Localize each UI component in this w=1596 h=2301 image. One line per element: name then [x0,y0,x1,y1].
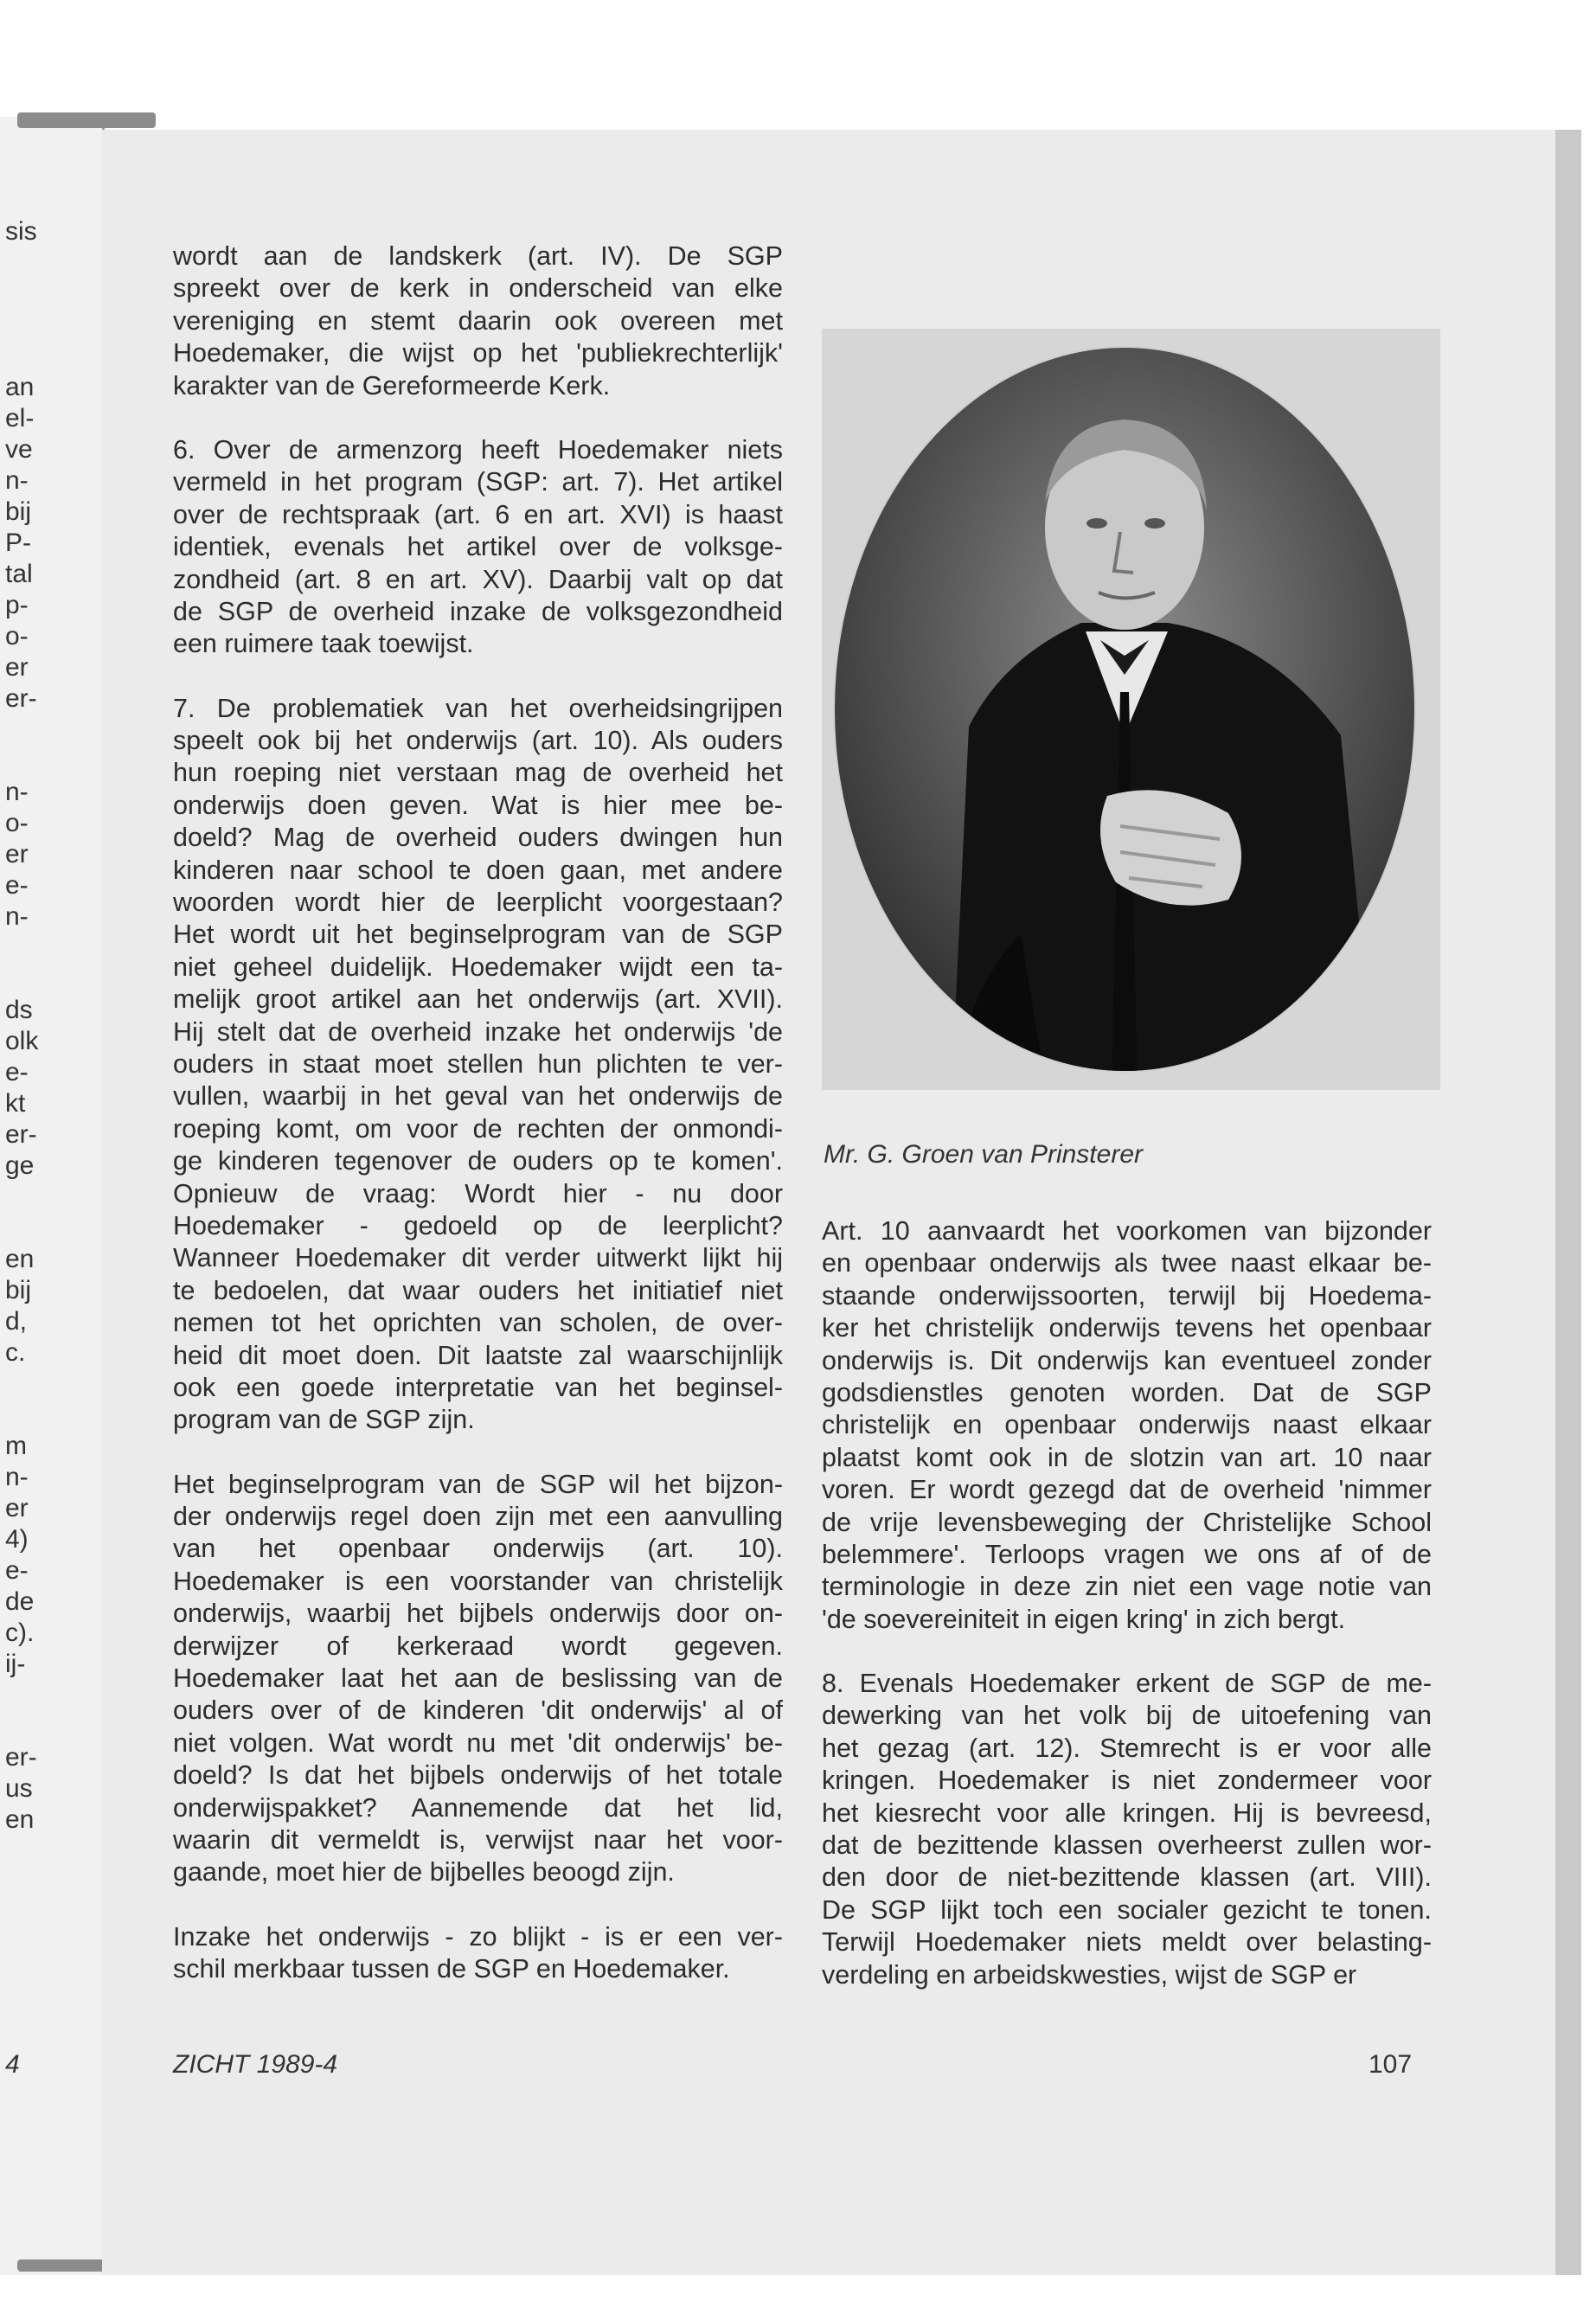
left-page-fragment: kt [5,1089,26,1118]
left-page-fragment: an [5,373,35,401]
text-line: Hoedemaker - gedoeld op de leerplicht? [173,1210,783,1240]
text-line: onderwijs doen geven. Wat is hier mee be- [173,790,783,820]
left-page-fragment: m [5,1432,27,1460]
text-line: vullen, waarbij in het geval van het onderwijs de [173,1081,783,1112]
page-number: 107 [1368,2050,1413,2079]
text-line: Hoedemaker is een voorstander van christelijk [173,1566,783,1596]
paragraph [822,1668,1432,1991]
text-line: plaatst komt ook in de slotzin van art. 10 naar [822,1442,1432,1472]
text-line: roeping komt, om voor de rechten der onmondi- [173,1113,783,1144]
text-line: voren. Er wordt gezegd dat de overheid 'nimmer [822,1475,1432,1505]
left-page-fragment: er- [5,684,37,713]
left-page-fragment: e- [5,1556,29,1585]
text-line: 6. Over de armenzorg heeft Hoedemaker niets [173,434,783,465]
left-page-fragments [5,216,40,2119]
text-line: dat de bezittende klassen overheerst zullen wor- [822,1830,1432,1861]
left-page-fragment [5,1680,40,1711]
text-line: Het beginselprogram van de SGP wil het bijzon- [173,1469,783,1499]
left-page-fragment [5,933,40,964]
text-line: christelijk en openbaar onderwijs naast elkaar [822,1410,1432,1440]
text-line: van het openbaar onderwijs (art. 10). [173,1534,783,1564]
journal-issue: ZICHT 1989-4 [173,2050,338,2079]
left-page-fragment: en [5,1805,35,1834]
left-text-column [173,240,783,2018]
text-line: doeld? Is dat het bijbels onderwijs of het totale [173,1760,783,1791]
left-page-fragment: o- [5,809,29,837]
left-page-fragment: er [5,840,29,868]
right-text-column [822,1215,1432,2023]
text-line: onderwijspakket? Aannemende dat het lid, [173,1792,783,1823]
left-page-fragment [5,310,40,341]
text-line: de vrije levensbeweging der Christelijke School [822,1507,1432,1537]
text-line: identiek, evenals het artikel over de volksge- [173,532,783,562]
left-page-fragment: er [5,1494,29,1522]
text-line: het gezag (art. 12). Stemrecht is er voor alle [822,1733,1432,1763]
left-page-fragment [5,1711,40,1742]
binding-clip-top [17,112,156,128]
text-line: niet geheel duidelijk. Hoedemaker wijdt een ta- [173,952,783,982]
text-line: 'de soevereiniteit in eigen kring' in zich bergt. [822,1604,1346,1634]
text-line: Wanneer Hoedemaker dit verder uitwerkt lijkt hij [173,1243,783,1273]
paragraph [173,1921,783,1986]
left-page-fragment: tal [5,560,33,588]
text-line: Hoedemaker, die wijst op het 'publiekrechterlijk' [173,338,783,369]
text-line: ouders over of de kinderen 'dit onderwijs' al of [173,1695,783,1726]
text-line: derwijzer of kerkeraad wordt gegeven. [173,1631,783,1661]
left-page-fragment: er- [5,1120,37,1149]
text-line: belemmere'. Terloops vragen we ons af of de [822,1539,1432,1569]
text-line: waarin dit vermeldt is, verwijst naar het voor- [173,1824,783,1855]
text-line: Het wordt uit het beginselprogram van de SGP [173,920,783,950]
left-page-fragment: o- [5,622,29,651]
text-line: doeld? Mag de overheid ouders dwingen hun [173,823,783,853]
text-line: program van de SGP zijn. [173,1405,475,1435]
text-line: verdeling en arbeidskwesties, wijst de SGP er [822,1959,1357,1990]
left-page-fragment [5,964,40,995]
left-page-fragment [5,1368,40,1400]
paragraph [173,434,783,661]
text-line: en openbaar onderwijs als twee naast elkaar be- [822,1248,1432,1279]
left-page-fragment [5,1400,40,1431]
left-page-fragment: ve [5,435,33,464]
paragraph [173,240,783,402]
text-line: schil merkbaar tussen de SGP en Hoedemaker. [173,1954,730,1984]
text-line: vereniging en stemt daarin ook overeen met [173,305,783,336]
text-line: ouders in staat moet stellen hun plichten te ver- [173,1048,783,1079]
text-line: kringen. Hoedemaker is niet zondermeer voor [822,1766,1432,1796]
page-edge [1555,130,1581,2275]
text-line: te bedoelen, dat waar ouders het initiatief niet [173,1275,783,1305]
text-line: Hij stelt dat de overheid inzake het onderwijs 'de [173,1016,783,1047]
text-line: woorden wordt hier de leerplicht voorgestaan? [173,888,783,918]
left-page-fragment: n- [5,466,29,495]
left-page-fragment: sis [5,217,37,246]
text-line: Opnieuw de vraag: Wordt hier - nu door [173,1178,783,1208]
left-page-fragment [5,1182,40,1213]
left-page-fragment: us [5,1774,33,1803]
left-page-fragment: e- [5,871,29,900]
left-page-fragment: er [5,653,29,682]
text-line: onderwijs, waarbij het bijbels onderwijs door on- [173,1599,783,1629]
left-page-fragment [5,341,40,372]
text-line: over de rechtspraak (art. 6 en art. XVI) is haast [173,499,783,529]
left-page-fragment: ij- [5,1650,26,1678]
text-line: godsdienstles genoten worden. Dat de SGP [822,1377,1432,1407]
left-page-fragment: el- [5,404,35,433]
text-line: hun roeping niet verstaan mag de overheid het [173,758,783,788]
text-line: dewerking van het volk bij de uitoefening van [822,1701,1432,1731]
left-page-fragment: olk [5,1027,39,1055]
text-line: zondheid (art. 8 en art. XV). Daarbij valt op dat [173,564,783,594]
paragraph [173,693,783,1437]
text-line: Art. 10 aanvaardt het voorkomen van bijzonder [822,1216,1432,1246]
text-line: gaande, moet hier de bijbelles beoogd zijn. [173,1857,675,1888]
left-page-fragment: en [5,1245,35,1273]
text-line: speelt ook bij het onderwijs (art. 10). Als ouders [173,726,783,756]
text-line: de SGP de overheid inzake de volksgezondheid [173,596,783,626]
text-line: Hoedemaker laat het aan de beslissing van de [173,1663,783,1694]
text-line: ook een goede interpretatie van het beginsel- [173,1372,783,1402]
text-line: 7. De problematiek van het overheidsingrijpen [173,693,783,723]
left-page-fragment: e- [5,1058,29,1086]
left-page-fragment: ge [5,1151,35,1180]
text-line: der onderwijs regel doen zijn met een aanvulling [173,1502,783,1532]
text-line: Inzake het onderwijs - zo blijkt - is er een ver- [173,1921,783,1952]
left-page-fragment: n- [5,902,29,931]
left-page-fragment: 4) [5,1525,29,1554]
left-page-fragment [5,746,40,777]
text-line: niet volgen. Wat wordt nu met 'dit onderwijs' be- [173,1727,783,1758]
left-page-fragment: c). [5,1618,35,1647]
text-line: ge kinderen tegenover de ouders op te komen'. [173,1146,783,1176]
left-page-fragment [5,247,40,279]
text-line: Terwijl Hoedemaker niets meldt over belasting- [822,1927,1432,1958]
text-line: 8. Evenals Hoedemaker erkent de SGP de me- [822,1669,1432,1699]
left-page-fragment [5,715,40,746]
left-page-fragment: bij [5,497,32,526]
text-line: vermeld in het program (SGP: art. 7). Het artikel [173,467,783,497]
text-line: heid dit moet doen. Dit laatste zal waarschijnlijk [173,1340,783,1370]
text-line: staande onderwijssoorten, terwijl bij Hoedema- [822,1280,1432,1311]
portrait-illustration [822,329,1440,1090]
text-line: ker het christelijk onderwijs tevens het openbaar [822,1313,1432,1343]
left-page-fragment: bij [5,1276,32,1304]
photo-caption: Mr. G. Groen van Prinsterer [824,1140,1143,1169]
text-line: het kiesrecht voor alle kringen. Hij is bevreesd, [822,1798,1432,1828]
left-page-number-fragment: 4 [5,2050,20,2079]
left-page-fragment: d, [5,1307,28,1336]
portrait-photo [822,329,1440,1090]
text-line: terminologie in deze zin niet een vage notie van [822,1572,1432,1602]
paragraph [822,1215,1432,1636]
left-page-fragment: de [5,1587,35,1616]
text-line: den door de niet-bezittende klassen (art. VIII). [822,1862,1432,1893]
text-line: een ruimere taak toewijst. [173,629,474,659]
left-page-fragment: c. [5,1338,26,1367]
text-line: kinderen naar school te doen gaan, met andere [173,855,783,885]
text-line: wordt aan de landskerk (art. IV). De SGP [173,241,783,271]
text-line: karakter van de Gereformeerde Kerk. [173,370,611,401]
left-page-fragment: P- [5,529,31,557]
text-line: De SGP lijkt toch een socialer gezicht te tonen. [822,1894,1432,1925]
left-page-fragment [5,1213,40,1244]
text-line: onderwijs is. Dit onderwijs kan eventueel zonder [822,1345,1432,1375]
left-page-fragment: n- [5,1463,29,1491]
left-page-fragment: n- [5,778,29,806]
text-line: spreekt over de kerk in onderscheid van elke [173,273,783,304]
left-page-fragment: er- [5,1743,37,1772]
left-page-fragment: ds [5,996,33,1024]
text-line: nemen tot het oprichten van scholen, de over- [173,1308,783,1338]
left-page-fragment [5,279,40,310]
left-page-fragment: p- [5,591,29,619]
text-line: melijk groot artikel aan het onderwijs (art. XVII). [173,984,783,1015]
paragraph [173,1469,783,1889]
